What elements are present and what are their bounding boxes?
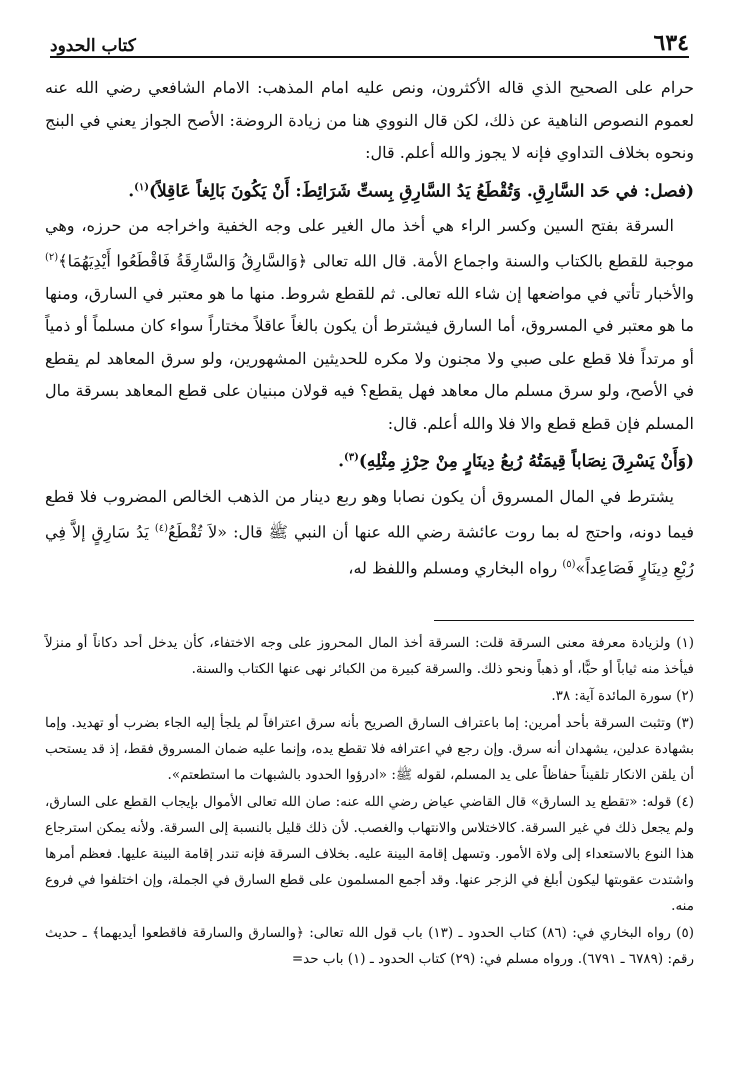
page-header [50,28,689,58]
footnote-number: (٣) [676,715,695,731]
paragraph-3-part-a: يشترط في المال المسروق أن يكون نصابا وهو ربع دينار من الذهب الخالص المضروب فلا قطع فيما دونه، واحتج له بما روت عائشة رضي الله عنها أن النبي ﷺ قال: «لاَ تُقْطَعُ [45,486,695,542]
footnote-ref-4: (٤) [154,523,168,535]
main-text [45,72,694,585]
footnote-text: رواه البخاري في: (٨٦) كتاب الحدود ـ (١٣) باب قول الله تعالى: ﴿والسارق والسارقة فاقطعوا أيديهما﴾ ـ حديث رقم: (٦٧٨٩ ـ ٦٧٩١). ورواه مسلم في: (٢٩) كتاب الحدود ـ (١) باب حد= [45,925,694,967]
footnote-2 [45,683,694,709]
footnote-4 [45,789,694,919]
page-number: ٦٣٤ [653,30,689,56]
rule-heading-2: (وَأَنْ يَسْرِقَ نِصَاباً قِيمَتُهُ رُبعُ دِينَارٍ مِنْ حِرْزِ مِثْلِهِ)$^{(٣)}$. [338,452,694,473]
paragraph-3-part-b: يَدُ سَارِقٍ إلاَّ فِي رُبْعِ دِينَارٍ فَصَاعِداً» [45,522,694,578]
footnote-text: ولزيادة معرفة معنى السرقة قلت: السرقة أخذ المال المحروز على وجه الاختفاء، كأن يدخل أحد دكاناً أو منزلاً فيأخذ منه ثياباً أو حبًّا، أو ذهباً ونحو ذلك. والسرقة كبيرة من الكبائر نهى عنها الكتاب والسنة. [45,635,694,677]
footnote-ref-3: (٣) [344,452,359,464]
footnote-text: وتثبت السرقة بأحد أمرين: إما باعتراف السارق الصريح بأنه سرق اعترافاً لم يلجأ إليه الجاء بضرب أو تهديد. وإما بشهادة عدلين، يشهدان أنه سرق. وإن رجع في اعترافه فلا تقطع يده، وإنما عليه ضمان المسروق فقط، إذ قد يستحب أن يلقن الانكار تلقيناً حفاظاً على يد المسلم، لقوله ﷺ: «ادرؤوا الحدود بالشبهات ما استطعتم». [45,715,694,783]
paragraph-2-part-a: السرقة بفتح السين وكسر الراء هي أخذ مال الغير على وجه الخفية واخراجه من حرزه، وهي موجبة للقطع بالكتاب والسنة واجماع الأمة. قال الله تعالى ﴿وَالسَّارِقُ وَالسَّارِقَةُ فَاقْطَعُوا أَيْدِيَهُمَا﴾ [45,215,694,271]
running-title: كتاب الحدود [50,36,136,56]
paragraph-3-part-c: رواه البخاري ومسلم واللفظ له، [348,558,563,578]
rule-heading-1: (فصل: في حَد السَّارِقِ. وَتُقْطَعُ يَدُ السَّارِقِ بِستِّ شَرَائِطَ: أَنْ يَكُونَ بَالِغاً عَاقِلاً)$^{(١)}$. [128,181,694,202]
footnote-3 [45,710,694,788]
rule-text-2: (وَأَنْ يَسْرِقَ نِصَاباً قِيمَتُهُ رُبعُ دِينَارٍ مِنْ حِرْزِ مِثْلِهِ) [358,452,694,473]
rule-text-1: (فصل: في حَد السَّارِقِ. وَتُقْطَعُ يَدُ السَّارِقِ بِستِّ شَرَائِطَ: أَنْ يَكُونَ بَالِغاً عَاقِلاً) [149,181,694,202]
footnote-5 [45,920,694,972]
footnote-number: (٥) [676,925,694,941]
footnote-text: سورة المائدة آية: ٣٨. [551,688,672,704]
footnote-number: (٤) [676,794,694,810]
paragraph-2-part-b: والأخبار تأتي في مواضعها إن شاء الله تعالى. ثم للقطع شروط. منها ما هو معتبر في السارق، ومنها ما هو معتبر في المسروق، أما السارق فيشترط أن يكون بالغاً عاقلاً مختاراً سواء كان مسلماً أو ذمياً أو مرتداً فلا قطع على صبي ولا مجنون ولا مكره للحديثين المشهورين، ولو سرق المعاهد لم يقطع في الأصح، ولو سرق مسلم مال معاهد فهل يقطع؟ فيه قولان مبنيان على قطع المعاهد بسرقة مال المسلم فإن قطع قطع والا فلا والله أعلم. قال: [45,283,695,433]
paragraph-2 [45,210,694,441]
footnote-ref-2: (٢) [45,252,59,264]
footnote-ref-1: (١) [134,181,149,193]
footnote-ref-5: (٥) [562,558,576,570]
footnote-number: (١) [676,635,695,651]
paragraph-3 [45,481,694,585]
footnote-text: قوله: «تقطع يد السارق» قال القاضي عياض رضي الله عنه: صان الله تعالى الأموال بإيجاب القطع على السارق، ولم يجعل ذلك في غير السرقة. كالاختلاس والانتهاب والغصب. لأن ذلك قليل بالنسبة إلى السرقة. ولأنه يمكن استرجاع هذا النوع بالاستعداء إلى ولاة الأمور. وتسهل إقامة البينة عليه. بخلاف السرقة فإنه تندر إقامة البينة عليها. فعظم أمرها واشتدت عقوبتها ليكون أبلغ في الزجر عنها. وقد أجمع المسلمون على قطع السارق في الجملة، وإن اختلفوا في فروع منه. [45,794,694,914]
paragraph-1: حرام على الصحيح الذي قاله الأكثرون، ونص عليه امام المذهب: الامام الشافعي رضي الله عنه لعموم النصوص الناهية عن ذلك، لكن قال النووي هنا من زيادة الروضة: الأصح الجواز يعني في البنج ونحوه بخلاف التداوي فإنه لا يجوز والله أعلم. قال: [45,78,694,162]
footnotes [45,630,694,973]
footnote-1 [45,630,694,682]
footnote-number: (٢) [676,688,694,704]
footnote-divider [434,620,694,621]
